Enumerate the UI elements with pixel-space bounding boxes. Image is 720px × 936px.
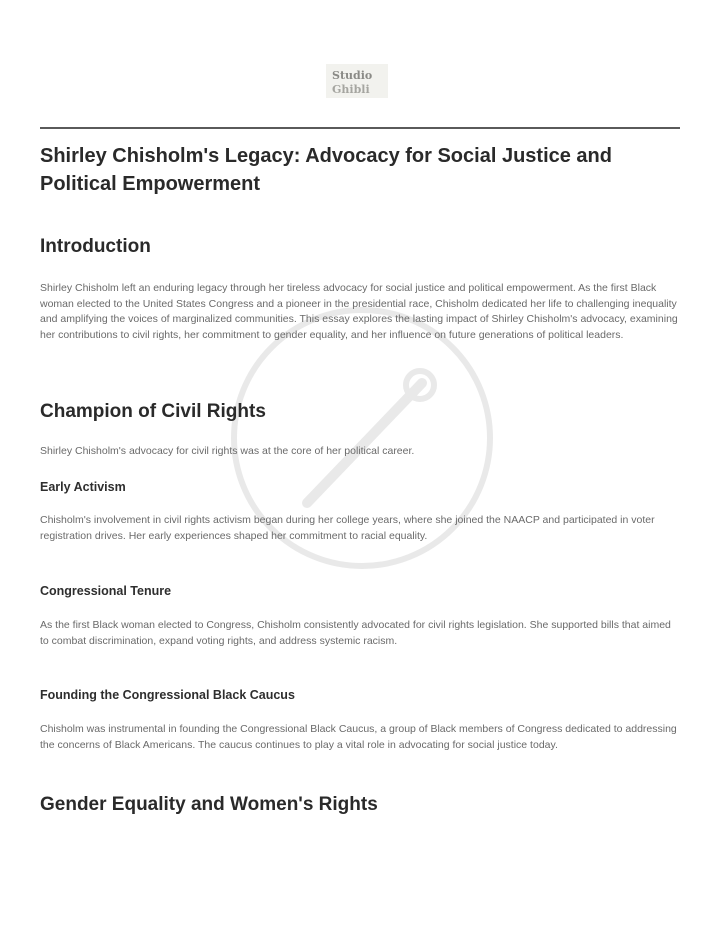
header-rule bbox=[40, 127, 680, 129]
heading-congressional-tenure: Congressional Tenure bbox=[40, 584, 172, 598]
cbc-paragraph: Chisholm was instrumental in founding the Congressional Black Caucus, a group of Black members of Congress dedicated to addressing the concerns of Black Americans. The caucus continues to play a vital role in advocating for social justice today. bbox=[40, 723, 677, 751]
heading-introduction: Introduction bbox=[40, 236, 151, 257]
svg-text:Ghibli: Ghibli bbox=[332, 83, 370, 96]
congressional-tenure-paragraph: As the first Black woman elected to Congress, Chisholm consistently advocated for civil rights legislation. She supported bills that aimed to combat discrimination, expand voting rights, and address systemic racism. bbox=[40, 619, 671, 647]
introduction-paragraph: Shirley Chisholm left an enduring legacy through her tireless advocacy for social justice and political empowerment. As the first Black woman elected to the United States Congress and a pioneer in the presidential race, Chisholm dedicated her life to challenging inequality and amplifying the voices of marginalized communities. This essay explores the lasting impact of Shirley Chisholm's advocacy, examining her contributions to civil rights, her commitment to gender equality, and her influence on future generations of political leaders. bbox=[40, 282, 678, 341]
heading-civil-rights: Champion of Civil Rights bbox=[40, 401, 266, 422]
heading-early-activism: Early Activism bbox=[40, 480, 126, 494]
civil-rights-intro: Shirley Chisholm's advocacy for civil rights was at the core of her political career. bbox=[40, 445, 415, 457]
heading-cbc: Founding the Congressional Black Caucus bbox=[40, 688, 295, 702]
brand-logo bbox=[318, 62, 396, 100]
early-activism-paragraph: Chisholm's involvement in civil rights activism began during her college years, where she joined the NAACP and participated in voter registration drives. Her early experiences shaped her commitment to racial equality. bbox=[40, 514, 655, 542]
heading-gender-equality: Gender Equality and Women's Rights bbox=[40, 794, 378, 815]
svg-text:Studio: Studio bbox=[332, 69, 373, 82]
document-title: Shirley Chisholm's Legacy: Advocacy for Social Justice and Political Empowerment bbox=[40, 145, 612, 195]
